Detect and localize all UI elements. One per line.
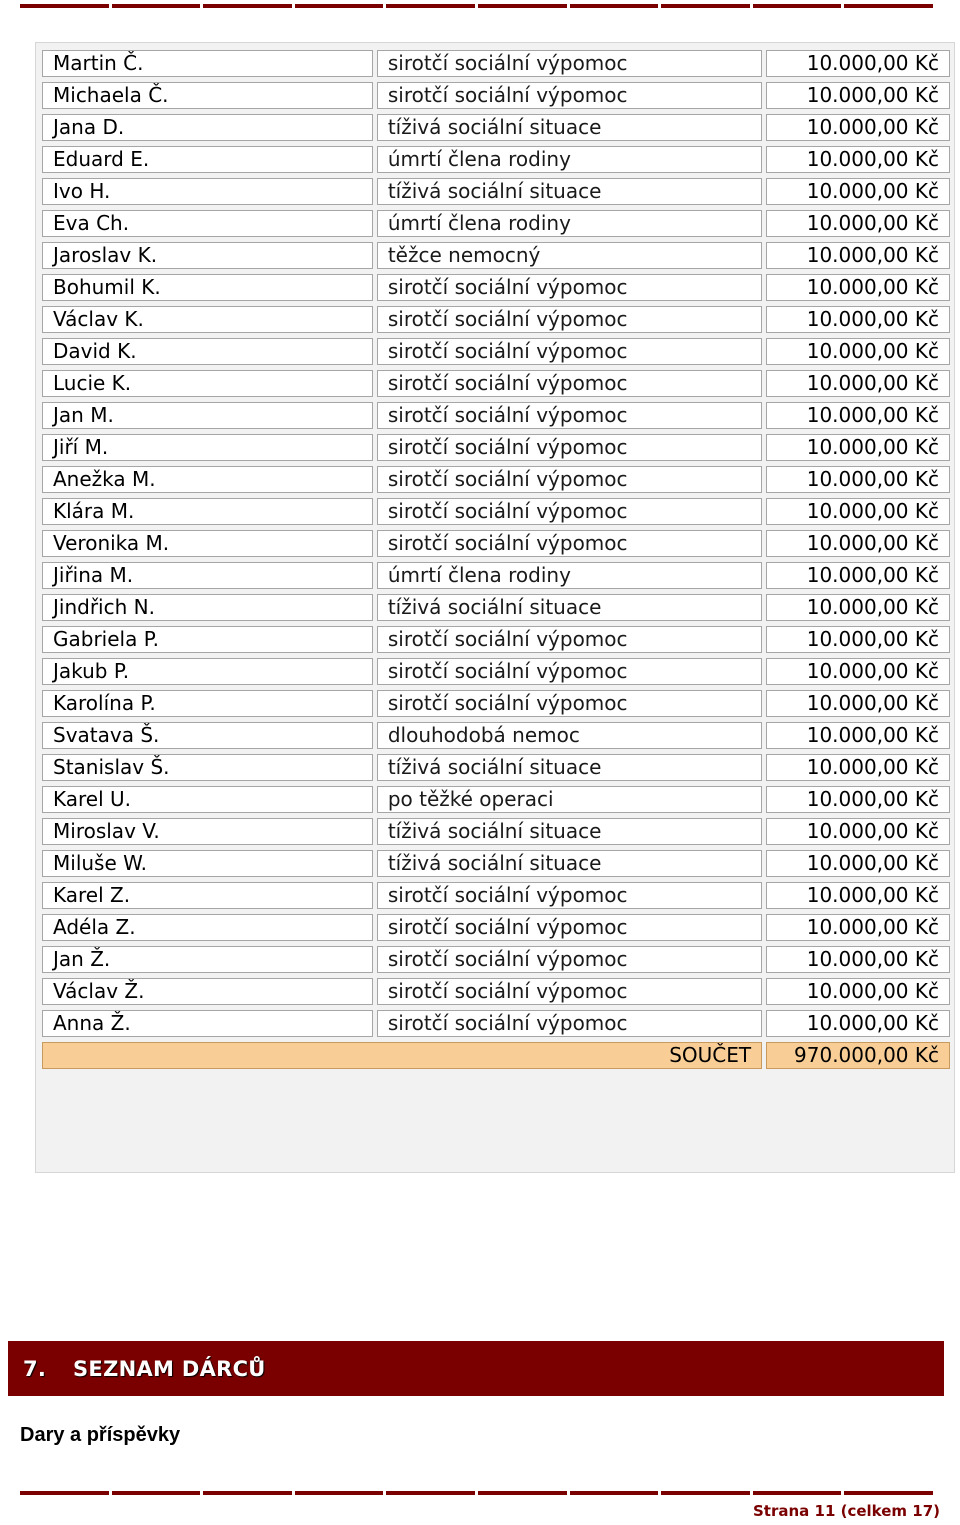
amount-cell: 10.000,00 Kč (766, 786, 950, 813)
total-label: SOUČET (42, 1042, 762, 1069)
amount-cell: 10.000,00 Kč (766, 402, 950, 429)
reason-cell: úmrtí člena rodiny (377, 562, 762, 589)
reason-cell: tíživá sociální situace (377, 850, 762, 877)
name-cell: Michaela Č. (42, 82, 373, 109)
reason-cell: tíživá sociální situace (377, 114, 762, 141)
table-row (42, 946, 950, 973)
amount-cell: 10.000,00 Kč (766, 242, 950, 269)
table-row (42, 690, 950, 717)
reason-cell: sirotčí sociální výpomoc (377, 370, 762, 397)
amount-cell: 10.000,00 Kč (766, 338, 950, 365)
amount-cell: 10.000,00 Kč (766, 82, 950, 109)
table-row (42, 626, 950, 653)
name-cell: Jaroslav K. (42, 242, 373, 269)
reason-cell: sirotčí sociální výpomoc (377, 306, 762, 333)
table-row (42, 498, 950, 525)
amount-cell: 10.000,00 Kč (766, 466, 950, 493)
amount-cell: 10.000,00 Kč (766, 146, 950, 173)
name-cell: Gabriela P. (42, 626, 373, 653)
table-row (42, 530, 950, 557)
amount-cell: 10.000,00 Kč (766, 370, 950, 397)
table-row (42, 114, 950, 141)
table-row (42, 274, 950, 301)
name-cell: Klára M. (42, 498, 373, 525)
amount-cell: 10.000,00 Kč (766, 1010, 950, 1037)
reason-cell: sirotčí sociální výpomoc (377, 626, 762, 653)
name-cell: Karel U. (42, 786, 373, 813)
name-cell: Svatava Š. (42, 722, 373, 749)
table-row (42, 466, 950, 493)
amount-cell: 10.000,00 Kč (766, 50, 950, 77)
page-number-footer: Strana 11 (celkem 17) (752, 1502, 940, 1520)
reason-cell: sirotčí sociální výpomoc (377, 82, 762, 109)
table-row (42, 722, 950, 749)
name-cell: Adéla Z. (42, 914, 373, 941)
amount-cell: 10.000,00 Kč (766, 818, 950, 845)
name-cell: Miluše W. (42, 850, 373, 877)
table-row (42, 146, 950, 173)
bottom-rule (20, 1491, 933, 1495)
reason-cell: sirotčí sociální výpomoc (377, 658, 762, 685)
subheading: Dary a příspěvky (20, 1424, 181, 1446)
amount-cell: 10.000,00 Kč (766, 882, 950, 909)
reason-cell: sirotčí sociální výpomoc (377, 50, 762, 77)
name-cell: Jan M. (42, 402, 373, 429)
amount-cell: 10.000,00 Kč (766, 562, 950, 589)
name-cell: Jan Ž. (42, 946, 373, 973)
name-cell: Jakub P. (42, 658, 373, 685)
name-cell: Karolína P. (42, 690, 373, 717)
table-row (42, 850, 950, 877)
name-cell: Jiří M. (42, 434, 373, 461)
table-row (42, 82, 950, 109)
reason-cell: dlouhodobá nemoc (377, 722, 762, 749)
name-cell: Václav K. (42, 306, 373, 333)
total-amount: 970.000,00 Kč (766, 1042, 950, 1069)
table-row (42, 562, 950, 589)
table-body (42, 50, 950, 1069)
name-cell: Anežka M. (42, 466, 373, 493)
reason-cell: sirotčí sociální výpomoc (377, 402, 762, 429)
table-row (42, 594, 950, 621)
beneficiaries-table (38, 45, 954, 1074)
reason-cell: sirotčí sociální výpomoc (377, 274, 762, 301)
reason-cell: sirotčí sociální výpomoc (377, 530, 762, 557)
name-cell: David K. (42, 338, 373, 365)
section-title: SEZNAM DÁRCŮ (73, 1356, 266, 1381)
reason-cell: sirotčí sociální výpomoc (377, 1010, 762, 1037)
amount-cell: 10.000,00 Kč (766, 690, 950, 717)
reason-cell: tíživá sociální situace (377, 754, 762, 781)
total-row (42, 1042, 950, 1069)
amount-cell: 10.000,00 Kč (766, 850, 950, 877)
table-row (42, 786, 950, 813)
table-row (42, 914, 950, 941)
reason-cell: úmrtí člena rodiny (377, 210, 762, 237)
reason-cell: sirotčí sociální výpomoc (377, 914, 762, 941)
table-row (42, 338, 950, 365)
section-number: 7. (23, 1356, 47, 1381)
table-row (42, 210, 950, 237)
table-row (42, 370, 950, 397)
amount-cell: 10.000,00 Kč (766, 434, 950, 461)
reason-cell: úmrtí člena rodiny (377, 146, 762, 173)
name-cell: Václav Ž. (42, 978, 373, 1005)
name-cell: Anna Ž. (42, 1010, 373, 1037)
amount-cell: 10.000,00 Kč (766, 594, 950, 621)
amount-cell: 10.000,00 Kč (766, 754, 950, 781)
name-cell: Veronika M. (42, 530, 373, 557)
reason-cell: tíživá sociální situace (377, 818, 762, 845)
amount-cell: 10.000,00 Kč (766, 530, 950, 557)
table-row (42, 242, 950, 269)
table-row (42, 658, 950, 685)
reason-cell: sirotčí sociální výpomoc (377, 978, 762, 1005)
amount-cell: 10.000,00 Kč (766, 274, 950, 301)
amount-cell: 10.000,00 Kč (766, 658, 950, 685)
reason-cell: sirotčí sociální výpomoc (377, 690, 762, 717)
name-cell: Stanislav Š. (42, 754, 373, 781)
amount-cell: 10.000,00 Kč (766, 114, 950, 141)
amount-cell: 10.000,00 Kč (766, 914, 950, 941)
name-cell: Bohumil K. (42, 274, 373, 301)
name-cell: Jana D. (42, 114, 373, 141)
table-row (42, 402, 950, 429)
table-row (42, 306, 950, 333)
table-row (42, 978, 950, 1005)
amount-cell: 10.000,00 Kč (766, 306, 950, 333)
table-row (42, 754, 950, 781)
name-cell: Karel Z. (42, 882, 373, 909)
top-rule (20, 4, 933, 8)
reason-cell: sirotčí sociální výpomoc (377, 946, 762, 973)
reason-cell: sirotčí sociální výpomoc (377, 498, 762, 525)
table-row (42, 178, 950, 205)
table-row (42, 818, 950, 845)
amount-cell: 10.000,00 Kč (766, 178, 950, 205)
reason-cell: tíživá sociální situace (377, 594, 762, 621)
amount-cell: 10.000,00 Kč (766, 210, 950, 237)
reason-cell: sirotčí sociální výpomoc (377, 338, 762, 365)
reason-cell: po těžké operaci (377, 786, 762, 813)
table-row (42, 882, 950, 909)
reason-cell: sirotčí sociální výpomoc (377, 434, 762, 461)
amount-cell: 10.000,00 Kč (766, 946, 950, 973)
table-row (42, 1010, 950, 1037)
name-cell: Ivo H. (42, 178, 373, 205)
name-cell: Jiřina M. (42, 562, 373, 589)
name-cell: Eduard E. (42, 146, 373, 173)
name-cell: Jindřich N. (42, 594, 373, 621)
reason-cell: sirotčí sociální výpomoc (377, 466, 762, 493)
table-row (42, 50, 950, 77)
amount-cell: 10.000,00 Kč (766, 626, 950, 653)
beneficiaries-table-frame (35, 42, 955, 1173)
reason-cell: sirotčí sociální výpomoc (377, 882, 762, 909)
reason-cell: tíživá sociální situace (377, 178, 762, 205)
name-cell: Eva Ch. (42, 210, 373, 237)
amount-cell: 10.000,00 Kč (766, 722, 950, 749)
name-cell: Lucie K. (42, 370, 373, 397)
reason-cell: těžce nemocný (377, 242, 762, 269)
table-row (42, 434, 950, 461)
section-heading-bar (8, 1341, 944, 1396)
name-cell: Miroslav V. (42, 818, 373, 845)
amount-cell: 10.000,00 Kč (766, 978, 950, 1005)
name-cell: Martin Č. (42, 50, 373, 77)
amount-cell: 10.000,00 Kč (766, 498, 950, 525)
